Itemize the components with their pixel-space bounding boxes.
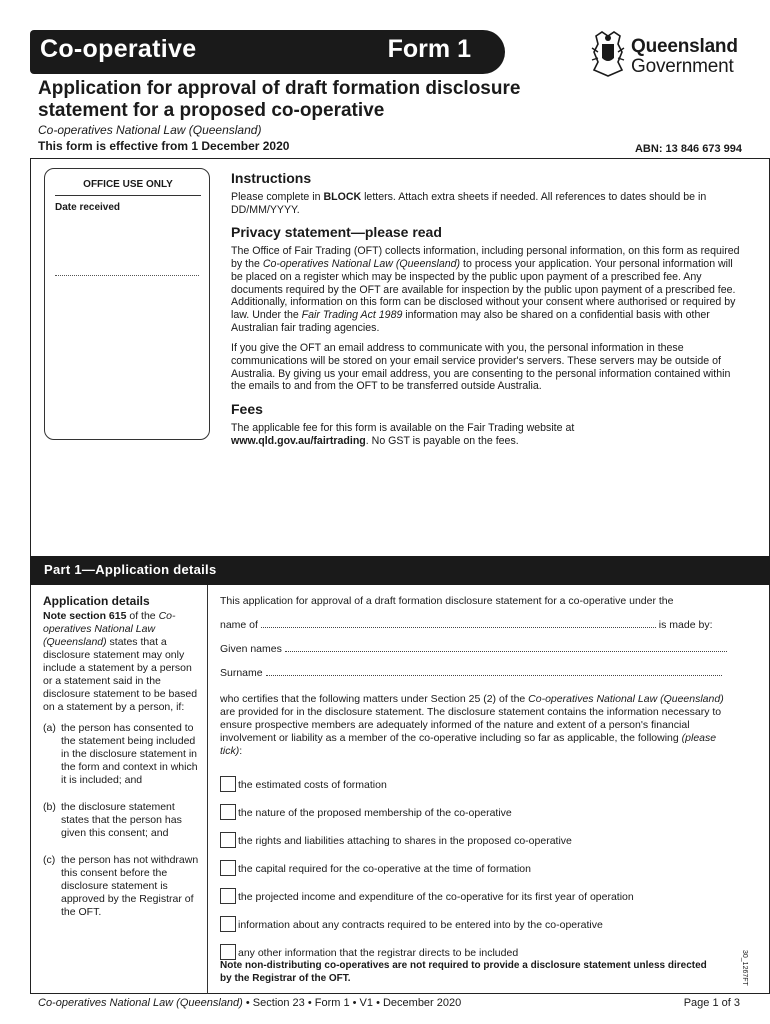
page-number: Page 1 of 3	[683, 997, 740, 1009]
logo-government: Government	[631, 56, 734, 77]
fees-text: The applicable fee for this form is available on the Fair Trading website at www.qld.gov.au/fairtrading. No GST is payable on the fees.	[231, 422, 575, 447]
tick-box[interactable]	[220, 944, 236, 960]
tick-box[interactable]	[220, 832, 236, 848]
instructions-section	[231, 170, 741, 456]
application-details-sidebar	[43, 595, 201, 919]
checklist-item: the projected income and expenditure of the co-operative for its first year of operation	[220, 876, 735, 904]
tick-box[interactable]	[220, 804, 236, 820]
instructions-text: Please complete in BLOCK letters. Attach extra sheets if needed. All references to dates should be in DD/MM/YYYY.	[231, 191, 707, 216]
office-use-heading: OFFICE USE ONLY	[55, 179, 201, 196]
part-1-header: Part 1—Application details	[30, 556, 770, 585]
side-item: (a) the person has consented to the statement being included in the disclosure statement in the form and context in which it is included; and	[43, 722, 198, 786]
checklist-item: any other information that the registrar directs to be included	[220, 932, 735, 960]
surname-field[interactable]	[266, 675, 722, 676]
privacy-heading: Privacy statement—please read	[231, 224, 442, 241]
checklist-item: information about any contracts required to be entered into by the co-operative	[220, 904, 735, 932]
fees-heading: Fees	[231, 401, 263, 418]
side-note: Note section 615 of the Co-operatives National Law (Queensland) states that a disclosure statement may only include a statement by a person or a statement said in the disclosure statement to be based on a statement by a person, if:	[43, 610, 198, 713]
given-names-field[interactable]	[285, 651, 727, 652]
tick-box[interactable]	[220, 916, 236, 932]
non-distributing-note: Note non-distributing co-operatives are not required to provide a disclosure statement unless directed by the Registrar of the OFT.	[220, 960, 707, 984]
surname-row: Surname	[220, 667, 735, 691]
logo-queensland: Queensland	[631, 36, 738, 57]
footer-citation: Co-operatives National Law (Queensland) • Section 23 • Form 1 • V1 • December 2020	[38, 997, 462, 1009]
form-banner	[30, 30, 505, 74]
side-heading: Application details	[43, 594, 150, 608]
instructions-heading: Instructions	[231, 170, 312, 186]
tick-box[interactable]	[220, 860, 236, 876]
privacy-paragraph-1: The Office of Fair Trading (OFT) collects information, including personal information, on this form as required by the Co-operatives National Law (Queensland) to process your application. Your personal information will be placed on a register which may be inspected by the public upon payment of a prescribed fee. Any documents required by the OFT are available for inspection by the public upon payment of a prescribed fee. Additionally, information on this form can be disclosed without your consent where authorised or required by law. Under the Fair Trading Act 1989 information may also be shared on a confidential basis with other Australian fair trading agencies.	[231, 245, 740, 334]
column-divider	[207, 585, 208, 994]
side-item: (b) the disclosure statement states that the person has given this consent; and	[43, 801, 182, 839]
banner-title: Co-operative	[40, 35, 197, 63]
office-use-box	[44, 168, 210, 440]
checklist-item: the estimated costs of formation	[220, 764, 735, 792]
tick-box[interactable]	[220, 888, 236, 904]
checklist-item: the capital required for the co-operative at the time of formation	[220, 848, 735, 876]
form-title: Application for approval of draft formation disclosure statement for a proposed co-operative	[38, 78, 521, 121]
queensland-government-logo	[588, 30, 748, 80]
checklist-item: the rights and liabilities attaching to shares in the proposed co-operative	[220, 820, 735, 848]
application-details-main	[220, 595, 735, 960]
checklist-item: the nature of the proposed membership of the co-operative	[220, 792, 735, 820]
privacy-paragraph-2: If you give the OFT an email address to communicate with you, the personal information in these communications will be stored on your email service provider's servers. These servers may be outside of Australia. By giving us your email address, you are consenting to the personal information contained within the emails to and from the OFT to be transferred outside Australia.	[231, 342, 731, 393]
certification-text: who certifies that the following matters under Section 25 (2) of the Co-operatives National Law (Queensland) are provided for in the disclosure statement. The disclosure statement contains the information necessary to ensure prospective members are adequately informed of the nature and extent of a person's financial involvement or liability as a member of the co-operative including so far as applicable, the following (please tick):	[220, 693, 724, 757]
side-item: (c) the person has not withdrawn this consent before the disclosure statement is approved by the Registrar of the OFT.	[43, 854, 199, 918]
given-names-row: Given names	[220, 643, 735, 667]
effective-date: This form is effective from 1 December 2020	[38, 139, 290, 153]
co-operative-name-row: name of is made by:	[220, 619, 713, 631]
date-received-label: Date received	[55, 202, 121, 213]
tick-box[interactable]	[220, 776, 236, 792]
form-number: Form 1	[387, 35, 471, 63]
abn-number: ABN: 13 846 673 994	[634, 143, 742, 155]
coat-of-arms-icon	[588, 30, 628, 78]
form-subtitle: Co-operatives National Law (Queensland)	[38, 123, 262, 137]
office-use-line	[55, 275, 199, 276]
form-code: 30_1267FT	[741, 950, 748, 986]
co-operative-name-field[interactable]	[261, 627, 656, 628]
fees-link[interactable]: www.qld.gov.au/fairtrading	[231, 434, 366, 447]
intro-text: This application for approval of a draft formation disclosure statement for a co-operative under the	[220, 595, 674, 607]
checklist	[220, 764, 735, 960]
